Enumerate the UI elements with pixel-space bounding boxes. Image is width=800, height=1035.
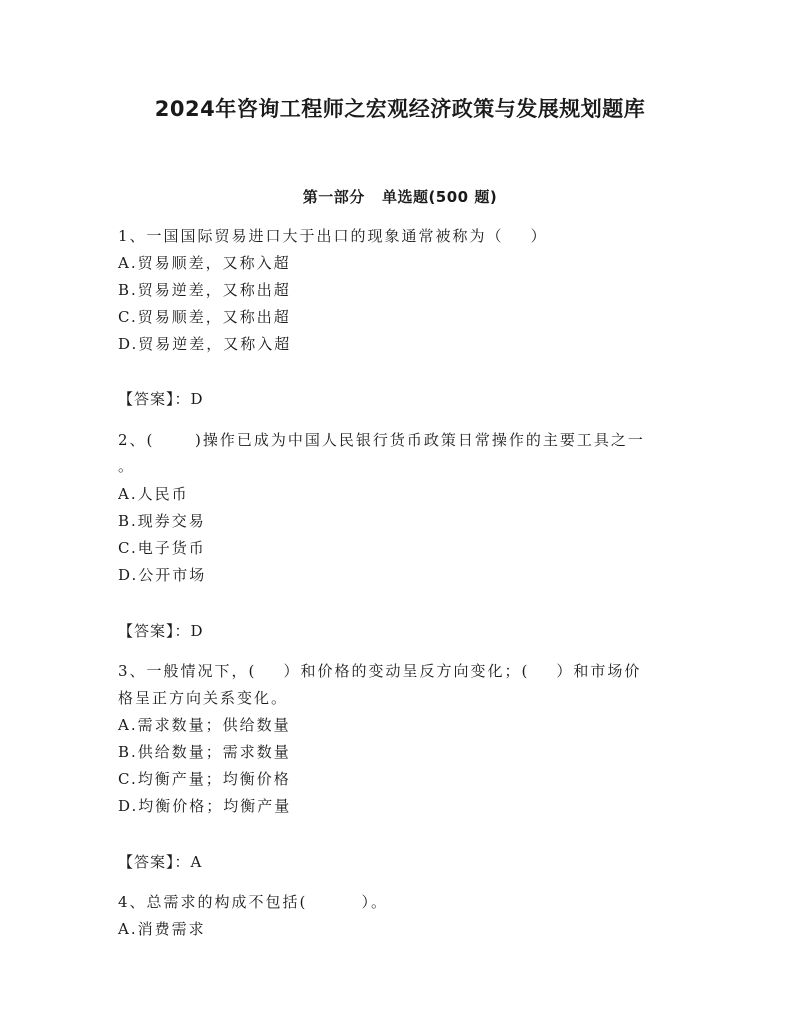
question-2-stem-continuation: 。: [118, 457, 136, 475]
question-1-option-d: D.贸易逆差，又称入超: [118, 335, 292, 353]
question-2-stem: 2、( )操作已成为中国人民银行货币政策日常操作的主要工具之一: [118, 431, 645, 449]
question-2-option-a: A.人民币: [118, 485, 189, 503]
question-1-stem: 1、一国国际贸易进口大于出口的现象通常被称为（ ）: [118, 227, 548, 245]
question-3-option-b: B.供给数量；需求数量: [118, 743, 291, 761]
question-1-answer: 【答案】：D: [118, 390, 204, 408]
question-1-option-c: C.贸易顺差，又称出超: [118, 308, 291, 326]
section-title: 第一部分 单选题(500 题): [302, 188, 498, 206]
question-2-answer: 【答案】：D: [118, 622, 204, 640]
question-4-stem: 4、总需求的构成不包括( ）。: [118, 893, 389, 911]
question-1-option-a: A.贸易顺差，又称入超: [118, 254, 291, 272]
question-3-answer: 【答案】：A: [118, 853, 203, 871]
question-1-option-b: B.贸易逆差，又称出超: [118, 281, 291, 299]
question-4-option-a: A.消费需求: [118, 920, 206, 938]
document-title: 2024年咨询工程师之宏观经济政策与发展规划题库: [154, 97, 646, 121]
question-3-option-a: A.需求数量；供给数量: [118, 716, 291, 734]
question-2-option-c: C.电子货币: [118, 539, 206, 557]
question-3-stem: 3、一般情况下，( ）和价格的变动呈反方向变化；( ）和市场价: [118, 662, 642, 680]
question-2-option-b: B.现券交易: [118, 512, 206, 530]
question-3-option-d: D.均衡价格；均衡产量: [118, 797, 292, 815]
question-3-option-c: C.均衡产量；均衡价格: [118, 770, 291, 788]
question-2-option-d: D.公开市场: [118, 566, 207, 584]
question-3-stem-continuation: 格呈正方向关系变化。: [118, 689, 289, 707]
